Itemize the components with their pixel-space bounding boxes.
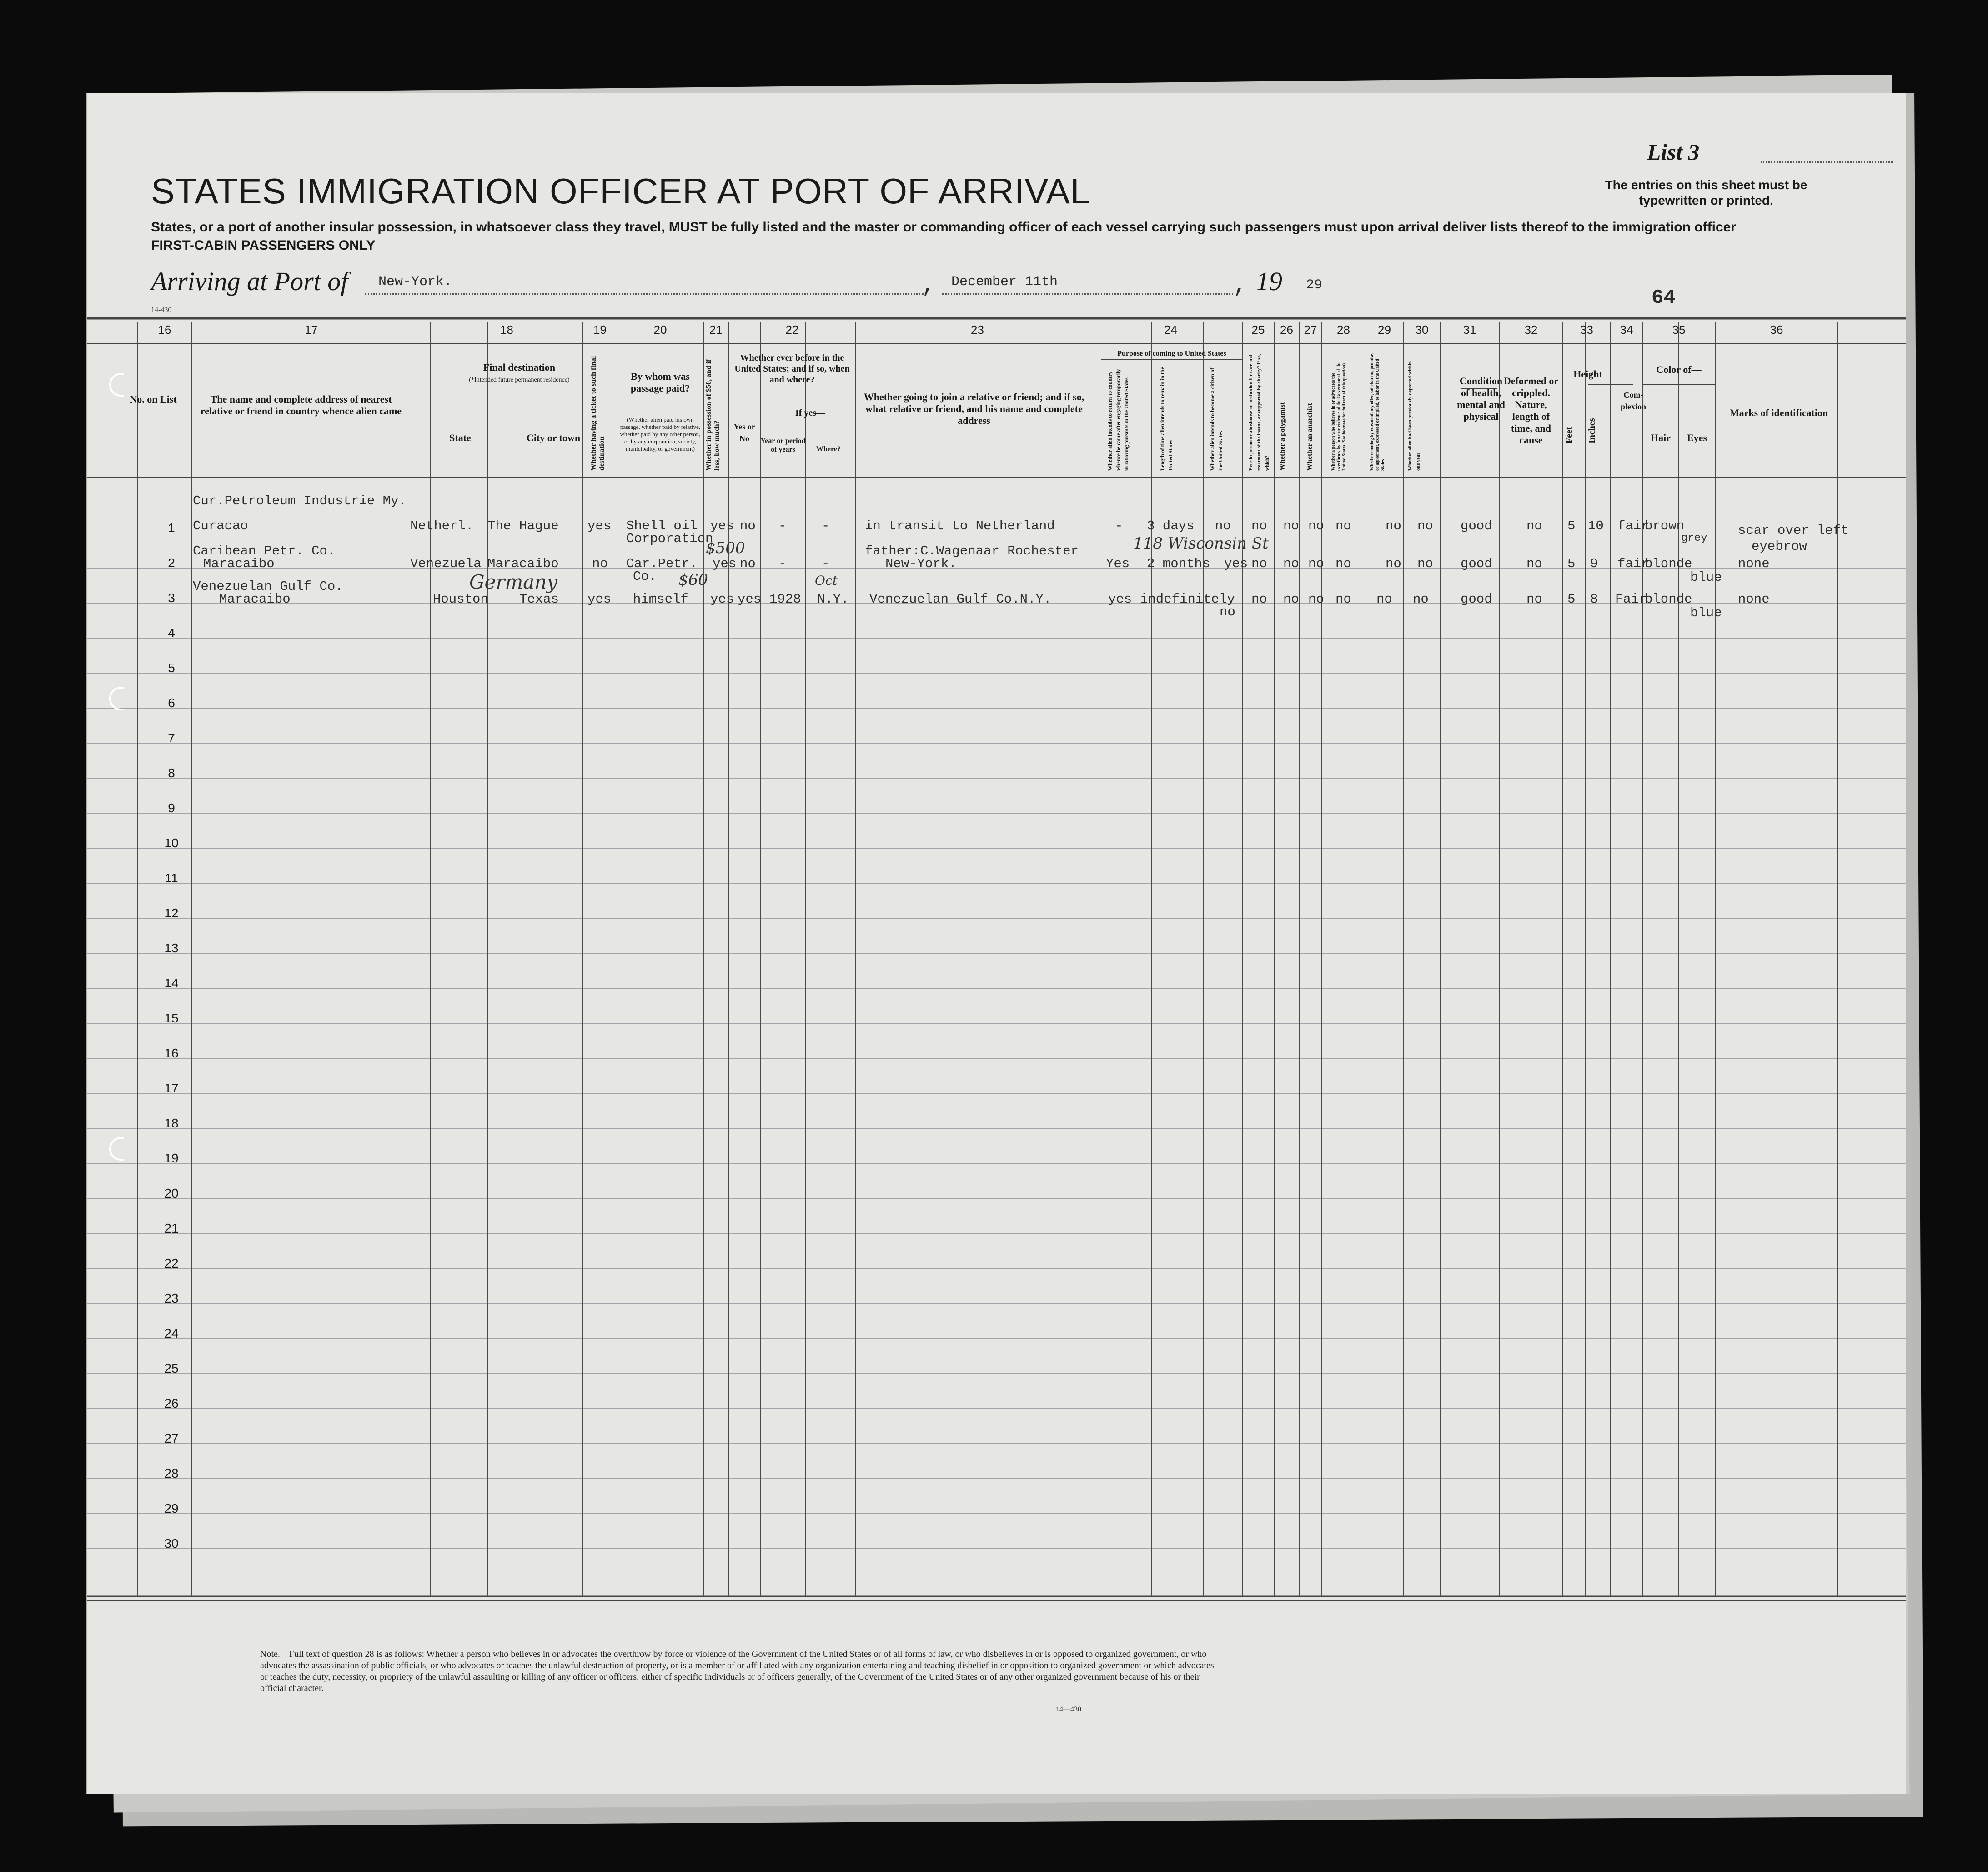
inches-header: Inches [1587,418,1597,443]
hair-header: Hair [1651,432,1671,443]
row3-inches: 8 [1590,592,1598,607]
row2-passage2: Co. [633,569,657,584]
ever-before-header: Whether ever before in the United States; and if so, when and where? [734,353,850,385]
row2-possession: yes [713,556,737,571]
row3-relative-line1: Venezuelan Gulf Co. [193,579,343,594]
row3-polygamist: no [1283,592,1299,607]
row2-polygamist: no [1283,556,1299,571]
row-number: 15 [164,1011,179,1025]
overthrow-header: Whether a person who believes in or advocates the overthrow by force or violence of the Government of the United States (See footnote for full text of this question) [1331,362,1347,471]
row3-length: indefinitely [1140,592,1235,607]
row1-passage2: Corporation [626,531,713,546]
deported-header: Whether alien had been previously deported within one year [1407,361,1421,471]
row2-ticket: no [592,556,608,571]
purpose-b-header: Length of time alien intends to remain in the United States [1159,367,1174,471]
height-header: Height [1573,368,1602,380]
row-number: 18 [164,1116,179,1130]
row2-inches: 9 [1590,556,1598,571]
row-number: 9 [168,801,175,815]
passage-note: (Whether alien paid his own passage, whether paid by relative, whether paid by any other person, or by any corporation, society, municipality, or government) [620,416,701,452]
row3-deported: no [1413,592,1429,607]
state-header: State [449,432,471,443]
row2-citizen: yes [1224,556,1248,571]
column-number: 17 [305,323,318,337]
row2-deformed: no [1526,556,1542,571]
column-number: 32 [1524,323,1538,337]
health-header: Condition of health, mental and physical [1457,375,1505,422]
row2-overthrow: no [1335,556,1351,571]
row3-overthrow: no [1335,592,1351,607]
arriving-label: Arriving at Port of [151,267,348,296]
row2-passage: Car.Petr. [626,556,698,571]
cabin-class: FIRST-CABIN PASSENGERS ONLY [151,238,376,253]
final-destination-header: Final destination [483,362,556,373]
comma: , [922,273,936,299]
row-number: 4 [168,626,175,640]
column-number: 36 [1770,323,1783,337]
row1-marks2: eyebrow [1752,539,1807,554]
row3-offer: no [1376,592,1392,607]
row1-overthrow: no [1335,518,1351,533]
city-header: City or town [526,432,581,443]
row1-join: in transit to Netherland [865,518,1055,533]
purpose-header: Purpose of coming to United States [1117,350,1226,357]
row2-purpose-a: Yes [1106,556,1130,571]
row-number: 13 [164,941,179,955]
row3-city: Texas [519,592,559,607]
column-number: 26 [1280,323,1293,337]
row3-passage: himself [633,592,688,607]
row-number: 3 [168,591,175,605]
passage-header: By whom was passage paid? [630,371,690,394]
row2-health: good [1461,556,1492,571]
row1-anarchist: no [1308,518,1324,533]
column-number: 23 [971,323,984,337]
row1-purpose-a: - [1115,518,1123,533]
row1-citizen: no [1215,518,1231,533]
row2-possession-handwritten: $500 [706,539,745,557]
row2-join: father:C.Wagenaar Rochester [865,543,1079,559]
row1-relative-line2: Curacao [193,518,248,533]
row3-citizen: no [1220,604,1235,619]
row2-feet: 5 [1567,556,1576,571]
column-number: 18 [500,323,513,337]
row-number: 27 [164,1431,179,1445]
polygamist-header: Whether a polygamist [1279,402,1286,471]
column-number: 35 [1672,323,1686,337]
row3-relative-line2: Maracaibo [219,592,291,607]
row1-eyes: grey [1681,532,1707,544]
possession-header: Whether in possession of $50, and if less, how much? [705,359,721,471]
typewritten-notice: The entries on this sheet must be typewritten or printed. [1605,178,1807,207]
row1-possession: yes [710,518,734,533]
column-number: 30 [1415,323,1429,337]
row1-city: The Hague [487,518,559,533]
row2-join-handwritten: 118 Wisconsin St [1133,534,1269,553]
row3-hair: blonde [1645,592,1692,607]
row2-state: Venezuela [410,556,482,571]
row2-anarchist: no [1308,556,1324,571]
stamp-number: 64 [1652,287,1676,309]
row3-state-handwritten: Germany [469,571,558,593]
row-number: 10 [164,836,179,850]
relative-header: The name and complete address of nearest relative or friend in country whence alien came [200,393,402,417]
purpose-a-header: Whether alien intends to return to country whence he came after engaging temporarily in laboring pursuits in the United States [1107,369,1130,471]
row2-eyes: blue [1690,570,1722,585]
column-number: 19 [593,323,607,337]
column-number: 29 [1378,323,1391,337]
form-code: 14-430 [151,306,172,314]
row3-health: good [1461,592,1492,607]
row-number: 30 [164,1536,179,1550]
row1-deported: no [1417,518,1433,533]
column-number: 21 [709,323,723,337]
row3-year-handwritten: Oct [815,573,838,588]
row1-prison: no [1251,518,1267,533]
prison-header: Ever in prison or almshouse or institution for care and treatment of the insane, or supported by charity? If so, which? [1248,354,1270,471]
row2-relative-line2: Maracaibo [203,556,275,571]
complexion-header: Com-plexion [1620,390,1646,411]
color-of-header: Color of— [1656,364,1702,375]
row-number: 6 [168,696,175,710]
row1-passage: Shell oil [626,518,698,533]
row-number: 24 [164,1326,179,1340]
feet-header: Feet [1564,427,1574,443]
row-number: 12 [164,906,179,920]
page-title: STATES IMMIGRATION OFFICER AT PORT OF ARRIVAL [151,171,1091,211]
row-number: 26 [164,1396,179,1410]
footnote: Note.—Full text of question 28 is as follows: Whether a person who believes in or advocates the overthrow by force or violence of the Government of the United States or of all forms of law, or who disbelieves in or is opposed to organized government, or who advocates the assassination of public officials, or who advocates or teaches the unlawful destruction of property, or is a member of or affiliated with any organization entertaining and teaching disbelief in or opposition to organized government or which advocates or teaches the duty, necessity, or propriety of the unlawful assaulting or killing of any officer or officers, either of specific individuals or of officers generally, of the Government of the United States or of any other organized government because of his or their official character. [260,1649,1214,1693]
row3-prison: no [1251,592,1267,607]
row3-possession: yes [710,592,734,607]
row1-complexion: fair [1617,518,1649,533]
row-number: 23 [164,1291,179,1305]
row-number: 16 [164,1046,179,1060]
eyes-header: Eyes [1687,432,1707,443]
if-yes-header: If yes— [795,408,826,418]
purpose-c-header: Whether alien intends to become a citizen of the United States [1209,367,1224,471]
row2-join2: New-York. [885,556,957,571]
row3-ticket: yes [587,592,612,607]
row3-join: Venezuelan Gulf Co.N.Y. [869,592,1052,607]
column-number: 16 [158,323,171,337]
row3-purpose-a: yes [1108,592,1132,607]
row2-year: - [778,556,787,571]
row-number: 20 [164,1186,179,1200]
row3-complexion: Fair [1615,592,1647,607]
column-number: 20 [653,323,667,337]
row1-ticket: yes [587,518,612,533]
row-number: 17 [164,1081,179,1095]
page-subtitle: States, or a port of another insular possession, in whatsoever class they travel, MUST be fully listed and the master or commanding officer of each vessel carrying such passengers must upon arrival deliver lists thereof to the immigration officer [151,220,1736,235]
offer-header: Whether coming by reason of any offer, solicitation, promise, or agreement, expressed or implied, to labor in the United States [1370,352,1386,471]
row1-year: - [778,518,787,533]
marks-header: Marks of identification [1729,407,1828,418]
row-number: 1 [168,521,175,535]
row-number: 22 [164,1256,179,1270]
row-number: 29 [164,1501,179,1515]
row1-feet: 5 [1567,518,1576,533]
row-number: 14 [164,976,179,990]
row2-ever-before: no [740,556,756,571]
row-number: 21 [164,1221,179,1235]
ticket-header: Whether having a ticket to such final destination [590,356,606,471]
row3-marks: none [1738,592,1770,607]
no-on-list-header: No. on List [130,393,177,405]
row2-where: - [822,556,830,571]
row3-year: 1928 [769,592,801,607]
footer-form-code: 14—430 [1056,1706,1081,1713]
row3-state: Houston [433,592,488,607]
row3-deformed: no [1526,592,1542,607]
deformed-header: Deformed or crippled. Nature, length of time, and cause [1503,375,1559,446]
row1-health: good [1461,518,1492,533]
row2-hair: blonde [1645,556,1692,571]
row1-polygamist: no [1283,518,1299,533]
row1-marks: scar over left [1738,523,1849,538]
row2-offer: no [1386,556,1401,571]
where-header: Where? [816,445,841,453]
port-value: New-York. [378,274,452,290]
column-number: 24 [1164,323,1177,337]
column-number: 22 [785,323,799,337]
row3-eyes: blue [1690,605,1722,620]
year-prefix: 19 [1256,267,1282,296]
row-number: 7 [168,731,175,745]
row1-state: Netherl. [410,518,474,533]
join-relative-header: Whether going to join a relative or friend; and if so, what relative or friend, and his name and complete address [863,391,1084,426]
row1-ever-before: no [740,518,756,533]
column-number: 27 [1304,323,1317,337]
row1-length: 3 days [1147,518,1195,533]
row3-anarchist: no [1308,592,1324,607]
row-number: 11 [165,871,178,885]
row3-feet: 5 [1567,592,1576,607]
row3-where: N.Y. [817,592,849,607]
column-number: 34 [1620,323,1633,337]
column-number: 33 [1580,323,1593,337]
comma: , [1233,273,1247,299]
row-number: 2 [168,556,175,570]
row1-where: - [822,518,830,533]
year-period-header: Year or period of years [760,437,806,453]
row2-city: Maracaibo [487,556,559,571]
row3-ever-before: yes [738,592,762,607]
row-number: 5 [168,661,175,675]
manifest-sheet [86,93,1906,1794]
row2-deported: no [1417,556,1433,571]
row-number: 28 [164,1466,179,1480]
year-suffix: 29 [1306,277,1323,293]
row2-prison: no [1251,556,1267,571]
row-number: 25 [164,1361,179,1375]
final-destination-note: (*Intended future permanent residence) [469,377,570,383]
row3-possession-handwritten: $60 [678,571,708,589]
row2-complexion: fair [1617,556,1649,571]
column-number: 25 [1251,323,1265,337]
row1-inches: 10 [1588,518,1604,533]
row1-deformed: no [1526,518,1542,533]
row1-relative-line1: Cur.Petroleum Industrie My. [193,493,407,508]
column-number: 31 [1463,323,1476,337]
yes-no-header: Yes or No [733,422,755,443]
row2-marks: none [1738,556,1770,571]
row-number: 19 [164,1151,179,1165]
row2-relative-line1: Caribean Petr. Co. [193,543,336,559]
date-value: December 11th [951,274,1058,290]
anarchist-header: Whether an anarchist [1306,403,1314,471]
row-number: 8 [168,766,175,780]
manifest-grid [87,93,1906,1794]
list-label: List 3 [1647,139,1700,165]
column-number: 28 [1337,323,1350,337]
row1-offer: no [1386,518,1401,533]
row1-hair: brown [1645,518,1685,533]
row2-length: 2 months [1147,556,1210,571]
